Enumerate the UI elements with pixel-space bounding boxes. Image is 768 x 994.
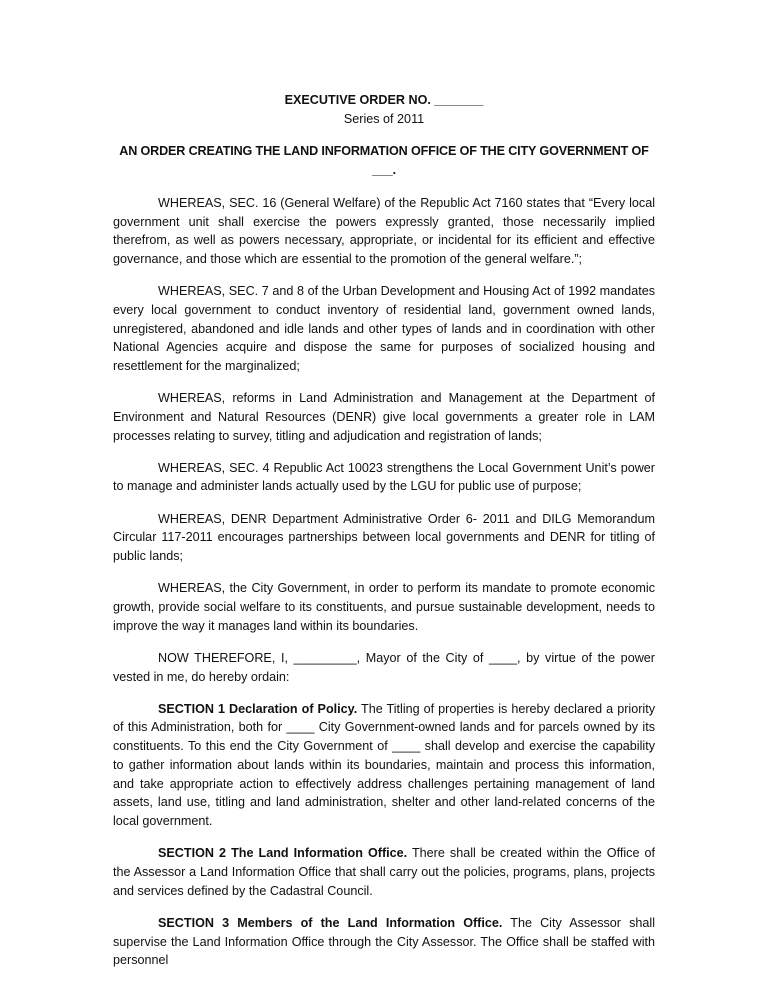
- section-3: [113, 914, 655, 970]
- whereas-clause-2: WHEREAS, SEC. 7 and 8 of the Urban Development and Housing Act of 1992 mandates every local government to conduct inventory of residential land, government owned lands, unregistered, abandoned and idle lands and other types of lands and in coordination with other National Agencies acquire and dispose the same for purposes of socialized housing and resettlement for the marginalized;: [113, 284, 655, 373]
- section-2-heading: SECTION 2 The Land Information Office.: [158, 846, 408, 861]
- section-2: [113, 844, 655, 900]
- series-line: Series of 2011: [343, 111, 425, 126]
- whereas-clause-5: WHEREAS, DENR Department Administrative Order 6- 2011 and DILG Memorandum Circular 117-2011 encourages partnerships between local governments and DENR for titling of public lands;: [113, 511, 655, 564]
- document-page: [113, 91, 655, 983]
- whereas-clause-6: WHEREAS, the City Government, in order to perform its mandate to promote economic growth, provide social welfare to its constituents, and pursue sustainable development, needs to improve the way it manages land within its boundaries.: [113, 581, 655, 633]
- section-3-heading: SECTION 3 Members of the Land Information Office.: [158, 915, 503, 930]
- executive-order-title: EXECUTIVE ORDER NO. _______: [284, 93, 484, 107]
- whereas-clause-1: WHEREAS, SEC. 16 (General Welfare) of the Republic Act 7160 states that “Every local government unit shall exercise the powers expressly granted, those necessarily implied therefrom, as well as powers necessary, appropriate, or incidental for its efficient and effective governance, and those which are essential to the promotion of the general welfare.”;: [113, 195, 655, 266]
- section-1-body: The Titling of properties is hereby declared a priority of this Administration, both for ____ City Government-owned lands and for parcels owned by its constituents. To this end the City Government of ____ shall develop and exercise the capability to gather information about lands within its boundaries, maintain and process this information, and take appropriate action to effectively address challenges pertaining management of land assets, land use, titling and land administration, shelter and other land-related concerns of the local government.: [113, 701, 655, 828]
- section-1-heading: SECTION 1 Declaration of Policy.: [158, 701, 358, 716]
- section-1: [113, 700, 655, 831]
- order-title: AN ORDER CREATING THE LAND INFORMATION OFFICE OF THE CITY GOVERNMENT OF ___.: [119, 144, 649, 178]
- whereas-clause-4: WHEREAS, SEC. 4 Republic Act 10023 strengthens the Local Government Unit’s power to manage and administer lands actually used by the LGU for public use of purpose;: [113, 460, 655, 494]
- section-3-body: The City Assessor shall supervise the Land Information Office through the City Assessor. The Office shall be staffed with personnel: [113, 915, 656, 968]
- section-2-body: There shall be created within the Office of the Assessor a Land Information Office that shall carry out the policies, programs, plans, projects and services defined by the Cadastral Council.: [113, 846, 656, 898]
- now-therefore-clause: NOW THEREFORE, I, _________, Mayor of the City of ____, by virtue of the power vested in me, do hereby ordain:: [113, 650, 655, 684]
- whereas-clause-3: WHEREAS, reforms in Land Administration and Management at the Department of Environment and Natural Resources (DENR) give local governments a greater role in LAM processes relating to survey, titling and adjudication and registration of lands;: [113, 391, 655, 443]
